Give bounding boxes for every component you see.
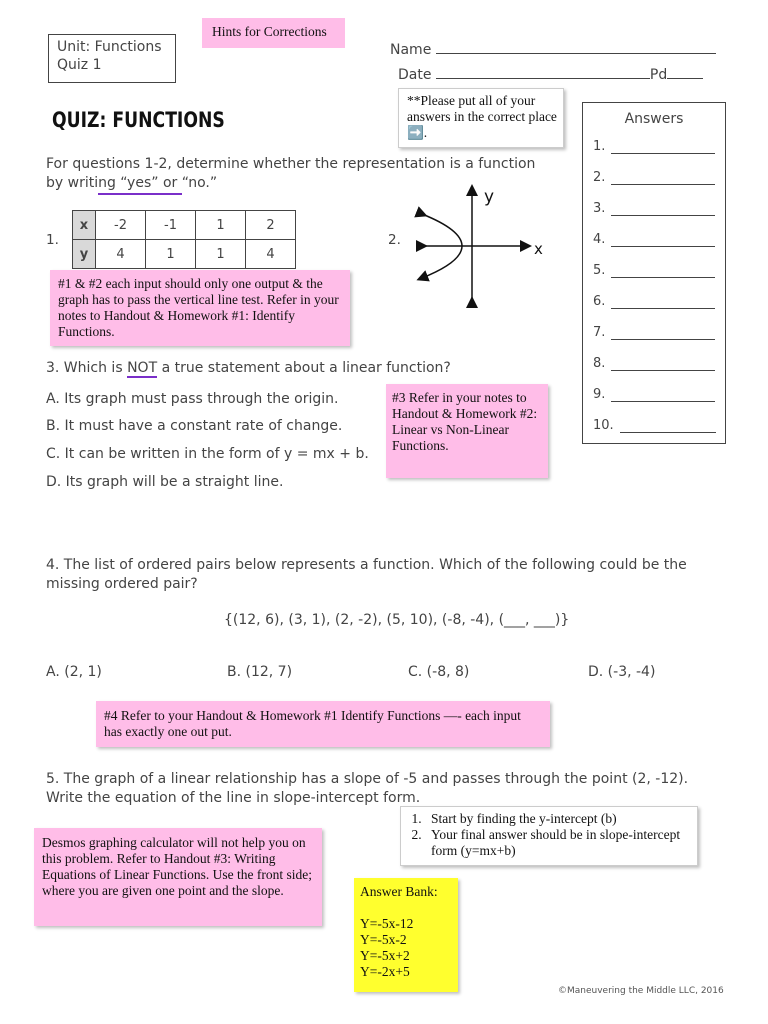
pd-label: Pd (649, 67, 668, 83)
answer-bank-item: Y=-5x+2 (360, 948, 410, 963)
q3-option-b[interactable]: B. It must have a constant rate of change. (46, 418, 343, 434)
answer-row-7[interactable]: 7. (593, 325, 715, 340)
q1-table-x-row (73, 211, 296, 240)
q5-step-1: 1. Start by finding the y-intercept (b) (425, 811, 691, 827)
q1-number: 1. (46, 232, 59, 248)
name-label: Name (390, 42, 432, 58)
q1-y-cell: 1 (196, 240, 246, 269)
answer-bank-item: Y=-2x+5 (360, 964, 410, 979)
q1-table-y-row (73, 240, 296, 269)
answer-bank-item: Y=-5x-2 (360, 932, 407, 947)
answer-row-5[interactable]: 5. (593, 263, 715, 278)
answer-row-3[interactable]: 3. (593, 201, 715, 216)
q1-x-header: x (73, 211, 96, 240)
q1-x-cell: 2 (246, 211, 296, 240)
page-title: QUIZ: FUNCTIONS (52, 108, 225, 132)
answers-box (582, 102, 726, 444)
q3-option-c[interactable]: C. It can be written in the form of y = mx + b. (46, 446, 369, 462)
q1-y-cell: 4 (246, 240, 296, 269)
q3-hint-note: #3 Refer in your notes to Handout & Homework #2: Linear vs Non-Linear Functions. (386, 384, 548, 478)
date-field[interactable] (398, 67, 703, 83)
q4-option-b[interactable]: B. (12, 7) (227, 664, 293, 680)
q4-question: 4. The list of ordered pairs below represents a function. Which of the following could be the missing ordered pair? (46, 557, 687, 592)
q4-ordered-pairs: {(12, 6), (3, 1), (2, -2), (5, 10), (-8, -4), (___, ___)} (224, 612, 570, 628)
answer-row-6[interactable]: 6. (593, 294, 715, 309)
q5-steps-note (400, 806, 698, 866)
date-line (436, 78, 650, 79)
answer-row-10[interactable]: 10. (593, 418, 716, 433)
q3-question: 3. Which is NOT a true statement about a linear function? (46, 360, 451, 376)
q1-table (72, 210, 296, 269)
q1-x-cell: -1 (146, 211, 196, 240)
q12-hint-note: #1 & #2 each input should only one output & the graph has to pass the vertical line test. Refer in your notes to Handout & Homework #1: Identify Functions. (50, 270, 350, 346)
q2-x-label: x (534, 240, 543, 258)
answers-title: Answers (624, 111, 684, 127)
q1-y-cell: 4 (96, 240, 146, 269)
name-line (436, 53, 716, 54)
copyright-footer: ©Maneuvering the Middle LLC, 2016 (558, 986, 724, 996)
unit-label: Unit: Functions (57, 39, 162, 55)
q5-hint-note: Desmos graphing calculator will not help you on this problem. Refer to Handout #3: Writing Equations of Linear Functions. Use the front side; where you are given one point and the slope. (34, 828, 322, 926)
q12-intro: For questions 1-2, determine whether the representation is a function by writing “yes” or “no.” (46, 156, 536, 191)
q2-number: 2. (388, 232, 401, 248)
answer-bank-title: Answer Bank: (360, 884, 438, 899)
q2-graph (410, 182, 560, 312)
q4-option-a[interactable]: A. (2, 1) (46, 664, 102, 680)
q4-option-d[interactable]: D. (-3, -4) (588, 664, 656, 680)
yes-no-underline (98, 193, 182, 195)
q1-y-header: y (73, 240, 96, 269)
q1-x-cell: -2 (96, 211, 146, 240)
hints-for-corrections-note: Hints for Corrections (202, 18, 345, 48)
unit-box (48, 34, 176, 83)
q5-step-2: 2. Your final answer should be in slope-intercept form (y=mx+b) (425, 827, 691, 859)
q1-y-cell: 1 (146, 240, 196, 269)
q3-option-a[interactable]: A. Its graph must pass through the origin. (46, 391, 339, 407)
answer-row-9[interactable]: 9. (593, 387, 715, 402)
pd-line (667, 78, 703, 79)
date-label: Date (398, 67, 432, 83)
place-answers-note: **Please put all of your answers in the correct place ➡️. (398, 88, 564, 148)
q4-option-c[interactable]: C. (-8, 8) (408, 664, 470, 680)
answer-bank-note (354, 878, 458, 992)
answer-row-4[interactable]: 4. (593, 232, 715, 247)
answer-bank-item: Y=-5x-12 (360, 916, 414, 931)
name-field[interactable] (390, 42, 716, 58)
answer-row-8[interactable]: 8. (593, 356, 715, 371)
q3-option-d[interactable]: D. Its graph will be a straight line. (46, 474, 284, 490)
q5-question: 5. The graph of a linear relationship has a slope of -5 and passes through the point (2, -12). Write the equation of the line in slope-intercept form. (46, 771, 689, 806)
q2-y-label: y (484, 187, 495, 207)
q1-x-cell: 1 (196, 211, 246, 240)
answer-row-1[interactable]: 1. (593, 139, 715, 154)
q3-not-emphasis: NOT (127, 360, 158, 376)
answer-row-2[interactable]: 2. (593, 170, 715, 185)
q4-hint-note: #4 Refer to your Handout & Homework #1 Identify Functions —- each input has exactly one out put. (96, 701, 550, 747)
quiz-label: Quiz 1 (57, 57, 102, 73)
